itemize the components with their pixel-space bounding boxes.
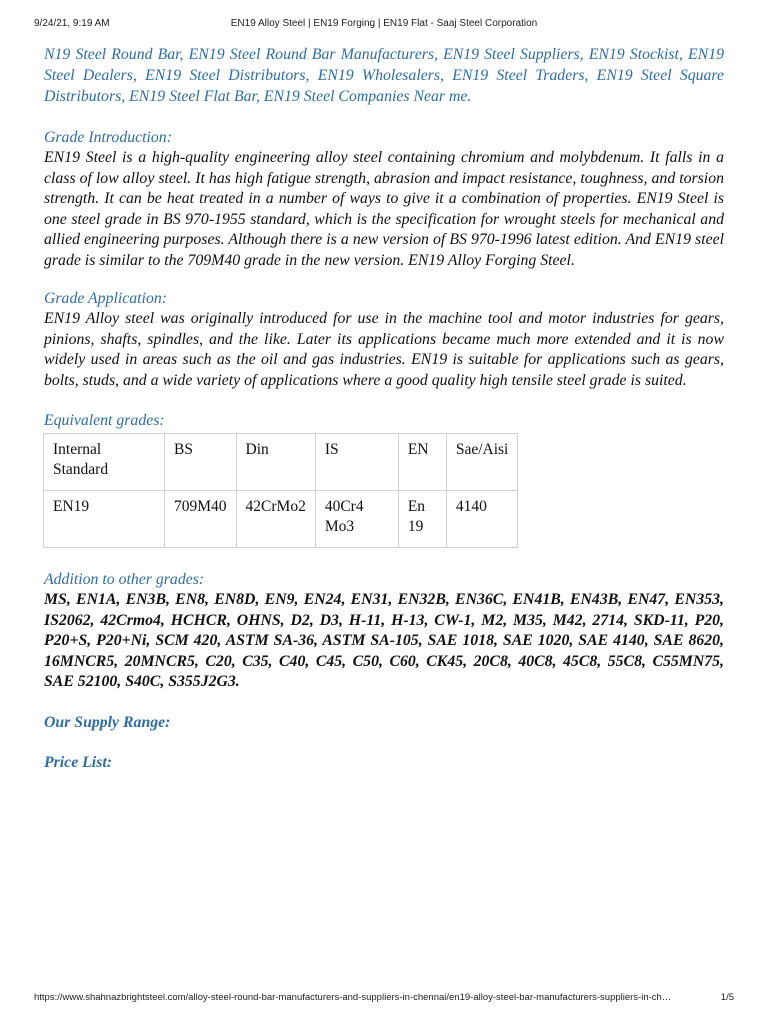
print-url: https://www.shahnazbrightsteel.com/alloy-steel-round-bar-manufacturers-and-suppliers-in-chennai/en19-alloy-steel-bar-manufacturers-suppliers-in-ch… <box>34 992 672 1003</box>
intro-keyword-links[interactable]: N19 Steel Round Bar, EN19 Steel Round Bar Manufacturers, EN19 Steel Suppliers, EN19 Stockist, EN19 Steel Dealers, EN19 Steel Distributors, EN19 Wholesalers, EN19 Steel Traders, EN19 Steel Square Distributors, EN19 Steel Flat Bar, EN19 Steel Companies Near me. <box>44 46 724 105</box>
print-datetime: 9/24/21, 9:19 AM <box>34 18 110 29</box>
table-header-cell: IS <box>315 434 398 491</box>
grade-intro-heading: Grade Introduction: <box>44 129 172 146</box>
print-header <box>0 18 768 32</box>
table-header-cell: Internal Standard <box>44 434 165 491</box>
table-cell: 42CrMo2 <box>236 491 315 548</box>
equivalent-grades-table <box>43 433 518 548</box>
other-grades-list: MS, EN1A, EN3B, EN8, EN8D, EN9, EN24, EN31, EN32B, EN36C, EN41B, EN43B, EN47, EN353, IS2062, 42Crmo4, HCHCR, OHNS, D2, D3, H-11, H-13, CW-1, M2, M35, M42, 2714, SKD-11, P20, P20+S, P20+Ni, SCM 420, ASTM SA-36, ASTM SA-105, SAE 1018, SAE 1020, SAE 4140, SAE 8620, 16MNCR5, 20MNCR5, C20, C35, C40, C45, C50, C60, CK45, 20C8, 40C8, 45C8, 55C8, C55MN75, SAE 52100, S40C, S355J2G3. <box>44 591 724 690</box>
table-header-cell: Sae/Aisi <box>446 434 518 491</box>
grade-intro-text: EN19 Steel is a high-quality engineering alloy steel containing chromium and molybdenum. It falls in a class of low alloy steel. It has high fatigue strength, abrasion and impact resistance, toughness, and torsion strength. It can be heat treated in a number of ways to give it a combination of properties. EN19 Steel is one steel grade in BS 970-1955 standard, which is the specification for wrought steels for mechanical and allied engineering purposes. Although there is a new version of BS 970-1996 latest edition. And EN19 steel grade is similar to the 709M40 grade in the new version. EN19 Alloy Forging Steel. <box>44 149 724 269</box>
supply-range-heading: Our Supply Range: <box>44 713 171 731</box>
price-list-heading: Price List: <box>44 753 112 771</box>
page-content <box>44 44 724 773</box>
table-cell: En 19 <box>398 491 446 548</box>
table-header-cell: EN <box>398 434 446 491</box>
print-page-number: 1/5 <box>720 992 734 1003</box>
table-header-row <box>44 434 518 491</box>
table-cell: EN19 <box>44 491 165 548</box>
print-page-title: EN19 Alloy Steel | EN19 Forging | EN19 Flat - Saaj Steel Corporation <box>230 18 538 29</box>
equivalent-grades-heading: Equivalent grades: <box>44 412 165 429</box>
grade-application-heading: Grade Application: <box>44 290 167 307</box>
table-cell: 40Cr4 Mo3 <box>315 491 398 548</box>
table-row <box>44 491 518 548</box>
other-grades-heading: Addition to other grades: <box>44 571 205 588</box>
table-cell: 709M40 <box>165 491 237 548</box>
table-header-cell: BS <box>165 434 237 491</box>
table-header-cell: Din <box>236 434 315 491</box>
print-footer <box>0 992 768 1006</box>
table-cell: 4140 <box>446 491 518 548</box>
grade-application-text: EN19 Alloy steel was originally introduced for use in the machine tool and motor industries for gears, pinions, shafts, spindles, and the like. Later its applications became much more extended and it is now widely used in areas such as the oil and gas industries. EN19 is suitable for applications such as gears, bolts, studs, and a wide variety of applications where a good quality high tensile steel grade is suited. <box>44 310 724 389</box>
